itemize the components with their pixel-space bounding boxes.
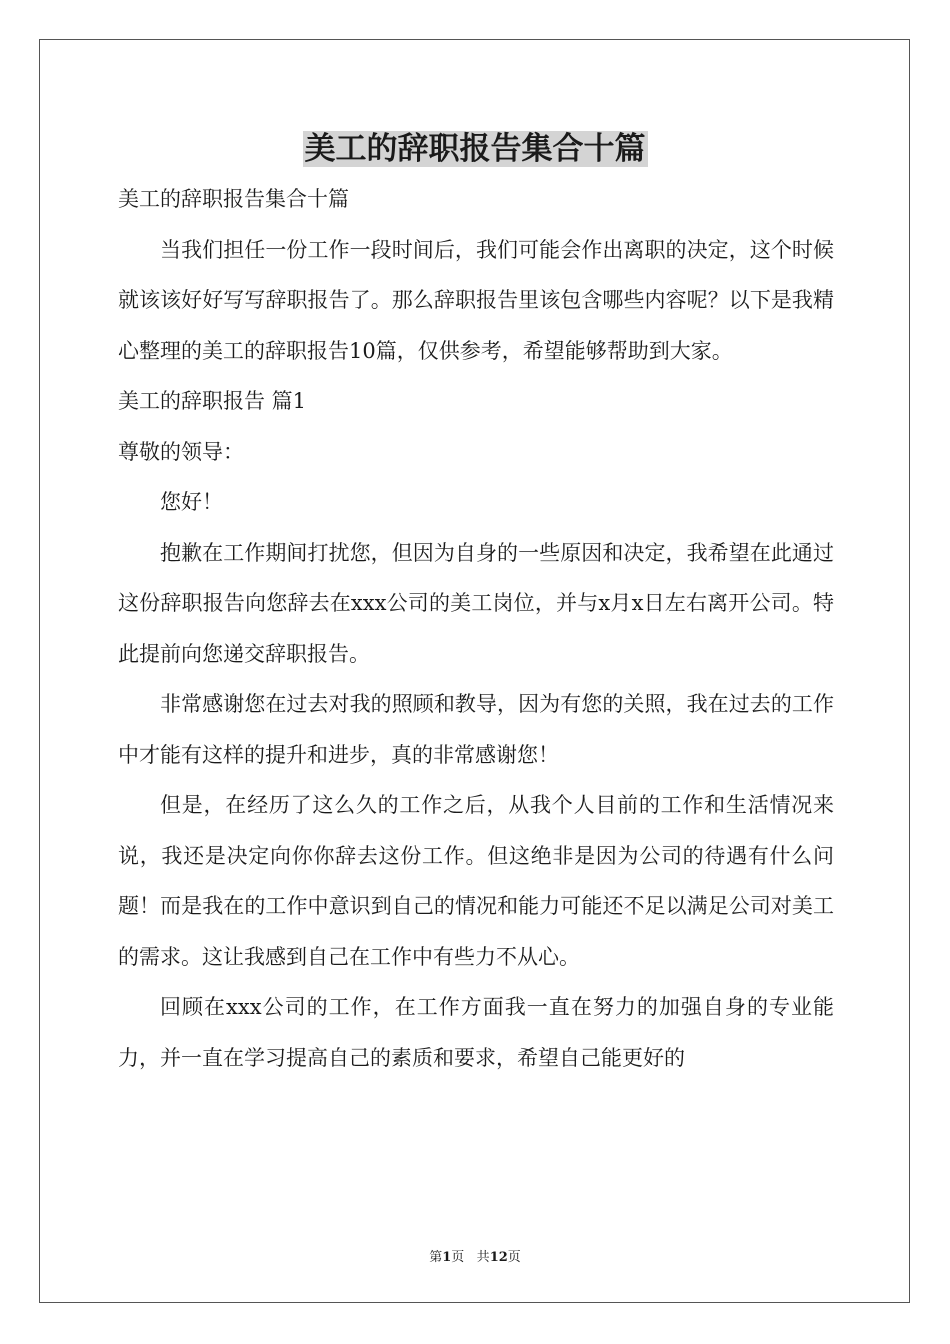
document-title-text: 美工的辞职报告集合十篇 xyxy=(304,131,646,167)
paragraph: 非常感谢您在过去对我的照顾和教导，因为有您的关照，我在过去的工作中才能有这样的提升和进步，真的非常感谢您！ xyxy=(118,692,834,767)
total-pages: 12 xyxy=(489,1250,508,1265)
document-title xyxy=(0,124,950,174)
page-suffix: 页 xyxy=(451,1250,465,1265)
paragraph: 回顾在xxx公司的工作，在工作方面我一直在努力的加强自身的专业能力，并一直在学习提高自己的素质和要求，希望自己能更好的 xyxy=(118,995,834,1070)
total-prefix: 共 xyxy=(476,1250,490,1265)
greeting: 您好！ xyxy=(160,490,223,514)
paragraph: 但是，在经历了这么久的工作之后，从我个人目前的工作和生活情况来说，我还是决定向你你辞去这份工作。但这绝非是因为公司的待遇有什么问题！而是我在的工作中意识到自己的情况和能力可能还不足以满足公司对美工的需求。这让我感到自己在工作中有些力不从心。 xyxy=(118,793,834,969)
paragraph: 抱歉在工作期间打扰您，但因为自身的一些原因和决定，我希望在此通过这份辞职报告向您辞去在xxx公司的美工岗位，并与x月x日左右离开公司。特此提前向您递交辞职报告。 xyxy=(118,540,834,666)
page-footer xyxy=(0,1248,950,1268)
salutation: 尊敬的领导： xyxy=(118,439,244,464)
page-number: 1 xyxy=(442,1250,452,1265)
paragraph: 当我们担任一份工作一段时间后，我们可能会作出离职的决定，这个时候就该该好好写写辞职报告了。那么辞职报告里该包含哪些内容呢？以下是我精心整理的美工的辞职报告10篇，仅供参考，希望能够帮助到大家。 xyxy=(118,237,834,363)
total-suffix: 页 xyxy=(507,1250,521,1265)
document-body xyxy=(118,174,834,1083)
page-prefix: 第 xyxy=(429,1250,443,1265)
paragraph: 美工的辞职报告集合十篇 xyxy=(118,187,349,211)
section-heading: 美工的辞职报告 篇1 xyxy=(118,389,307,413)
